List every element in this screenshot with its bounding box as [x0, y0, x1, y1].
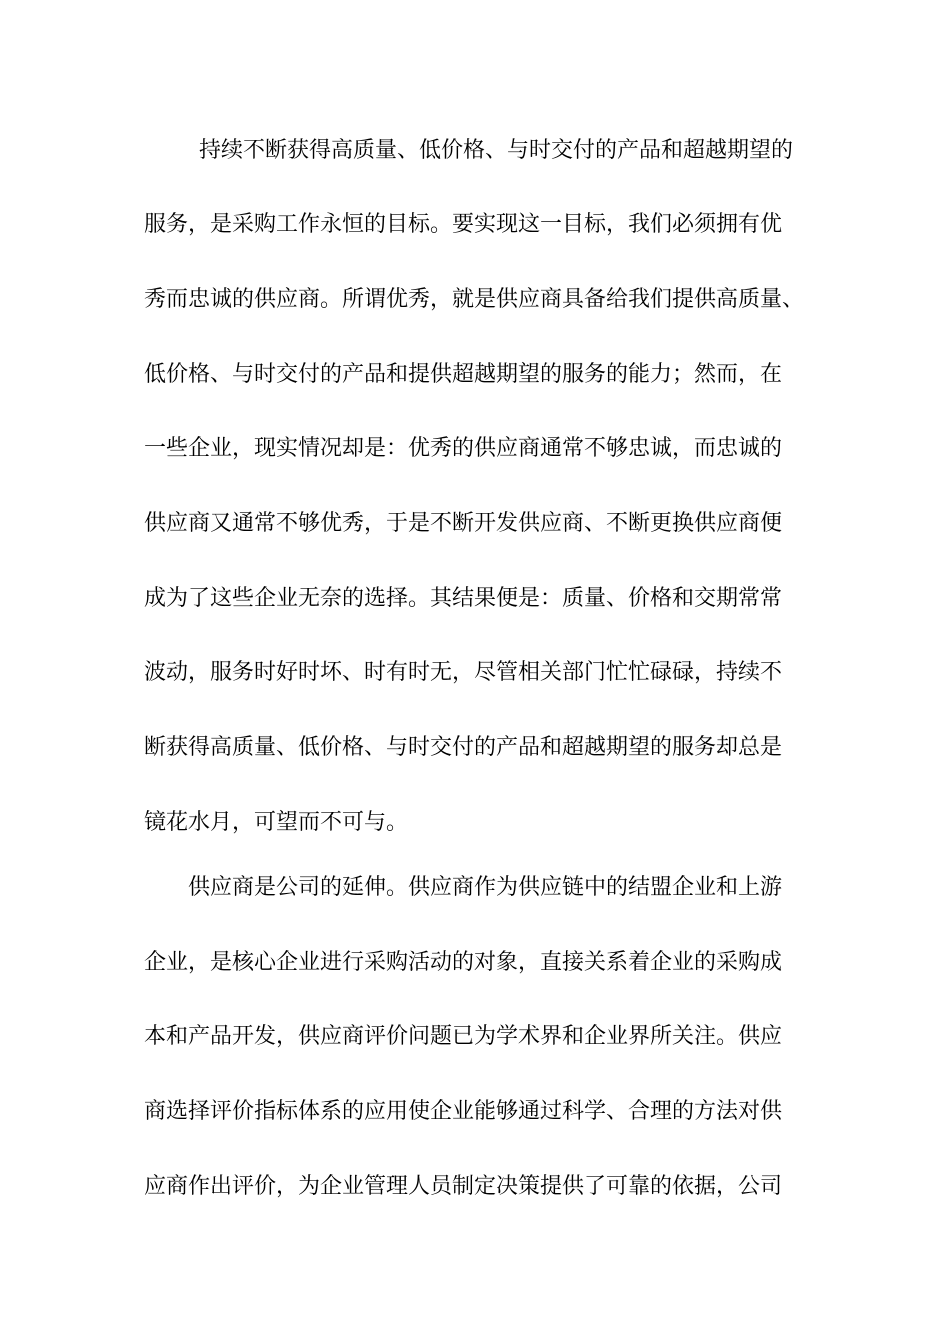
paragraph-line: 一些企业，现实情况却是：优秀的供应商通常不够忠诚，而忠诚的: [144, 436, 783, 461]
paragraph-line: 低价格、与时交付的产品和提供超越期望的服务的能力；然而，在: [144, 362, 783, 387]
paragraph-line: 波动，服务时好时坏、时有时无，尽管相关部门忙忙碌碌，持续不: [144, 660, 783, 685]
paragraph-line: 企业，是核心企业进行采购活动的对象，直接关系着企业的采购成: [144, 950, 783, 975]
paragraph-line: 成为了这些企业无奈的选择。其结果便是：质量、价格和交期常常: [144, 586, 783, 611]
paragraph-line: 应商作出评价，为企业管理人员制定决策提供了可靠的依据，公司: [144, 1174, 783, 1199]
paragraph-line: 供应商是公司的延伸。供应商作为供应链中的结盟企业和上游: [188, 875, 783, 900]
paragraph-line: 镜花水月，可望而不可与。: [144, 810, 409, 835]
paragraph-line: 供应商又通常不够优秀，于是不断开发供应商、不断更换供应商便: [144, 511, 783, 536]
paragraph-line: 断获得高质量、低价格、与时交付的产品和超越期望的服务却总是: [144, 735, 783, 760]
paragraph-line: 本和产品开发，供应商评价问题已为学术界和企业界所关注。供应: [144, 1024, 783, 1049]
paragraph-line: 秀而忠诚的供应商。所谓优秀，就是供应商具备给我们提供高质量、: [144, 287, 805, 312]
paragraph-line: 商选择评价指标体系的应用使企业能够通过科学、合理的方法对供: [144, 1099, 783, 1124]
paragraph-line: 服务，是采购工作永恒的目标。要实现这一目标，我们必须拥有优: [144, 212, 783, 237]
paragraph-line: 持续不断获得高质量、低价格、与时交付的产品和超越期望的: [199, 138, 794, 163]
